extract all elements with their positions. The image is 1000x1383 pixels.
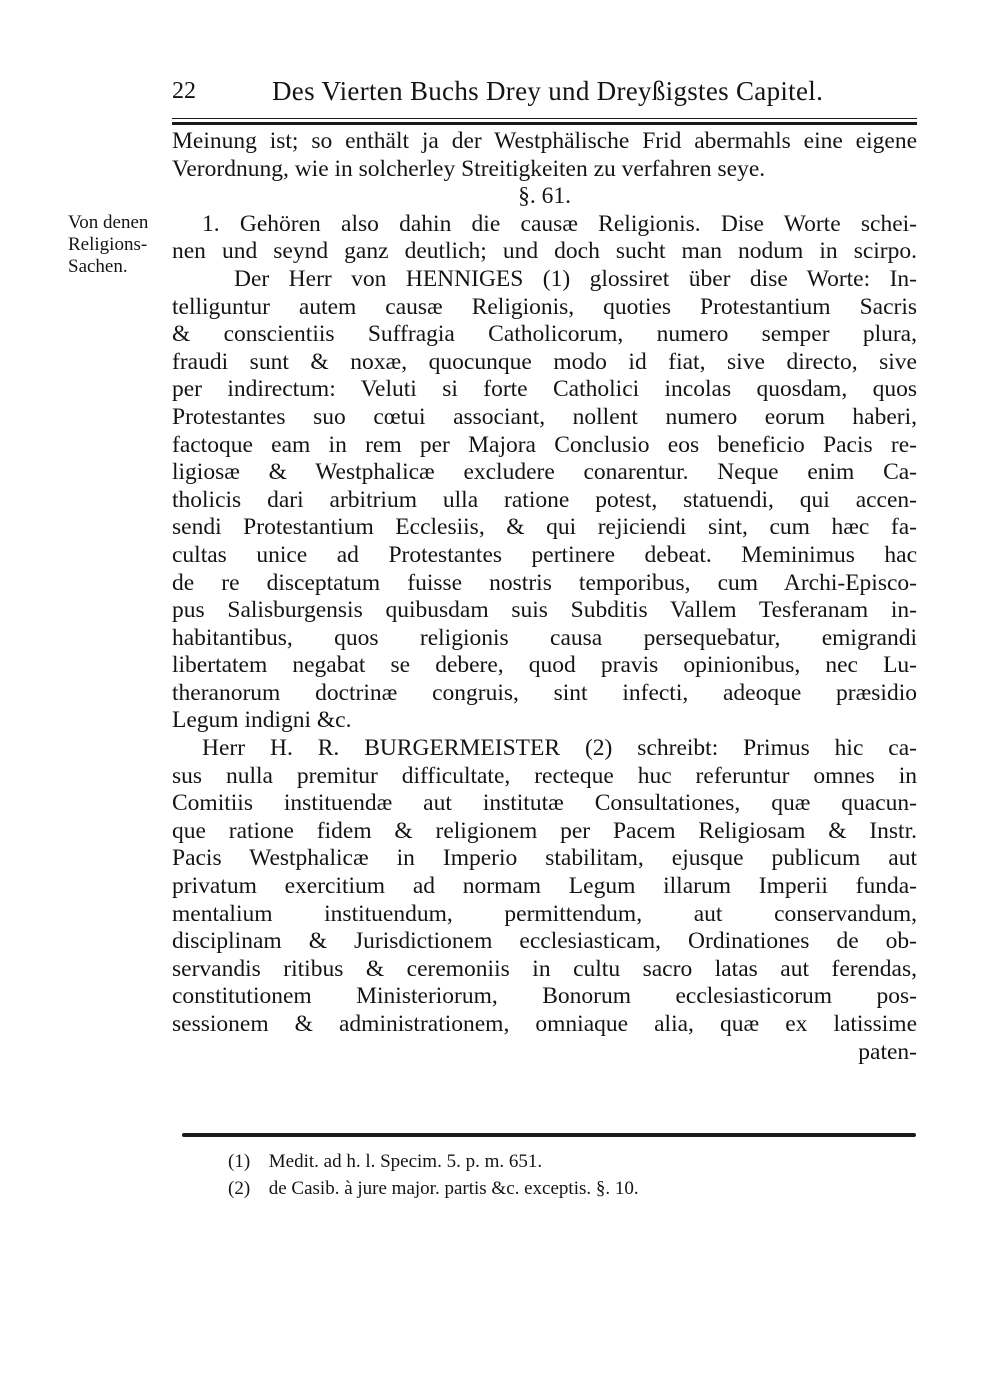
text-line: Der Herr von HENNIGES (1) glossiret über dise Worte: In- [234, 265, 917, 292]
footnote-rule [182, 1133, 916, 1137]
text-line: Comitiis instituendæ aut institutæ Consultationes, quæ quacun- [172, 790, 917, 817]
page-number: 22 [172, 78, 196, 104]
margin-note-line: Religions- [68, 234, 148, 255]
text-line: pus Salisburgensis quibusdam suis Subditis Vallem Tesferanam in- [172, 597, 917, 624]
margin-note-line: Von denen [68, 212, 149, 233]
header-rule [172, 118, 917, 119]
page-header [172, 76, 917, 116]
section-heading: §. 61. [518, 183, 571, 210]
text-line: que ratione fidem & religionem per Pacem Religiosam & Instr. [172, 817, 917, 844]
running-head: Des Vierten Buchs Drey und Dreyßigstes Capitel. [272, 76, 824, 106]
text-line: Verordnung, wie in solcherley Streitigkeiten zu verfahren seye. [172, 155, 766, 182]
footnote-text: Medit. ad h. l. Specim. 5. p. m. 651. [268, 1151, 543, 1172]
text-line: servandis ritibus & ceremoniis in cultu sacro latas aut ferendas, [172, 955, 917, 982]
text-line: Legum indigni &c. [172, 707, 352, 734]
text-line: per indirectum: Veluti si forte Catholici incolas quosdam, quos [172, 376, 917, 403]
text-line: privatum exercitium ad normam Legum illarum Imperii funda- [172, 873, 917, 900]
text-line: sendi Protestantium Ecclesiis, & qui rejiciendi sint, cum hæc fa- [172, 514, 917, 541]
footnotes [228, 1148, 828, 1202]
text-line: ligiosæ & Westphalicæ excludere conarentur. Neque enim Ca- [172, 459, 917, 486]
text-line: habitantibus, quos religionis causa persequebatur, emigrandi [172, 624, 917, 651]
text-line: sessionem & administrationem, omniaque alia, quæ ex latissime [172, 1011, 917, 1037]
header-rule-thick [172, 122, 917, 125]
text-line: mentalium instituendum, permittendum, aut conservandum, [172, 900, 917, 927]
text-line: tholicis dari arbitrium ulla ratione potest, statuendi, qui accen- [172, 486, 917, 513]
body-text [172, 128, 917, 1066]
catchword: paten- [858, 1038, 917, 1065]
text-line: telliguntur autem causæ Religionis, quoties Protestantium Sacris [172, 293, 917, 320]
text-line: Pacis Westphalicæ in Imperio stabilitam, ejusque publicum aut [172, 845, 917, 872]
text-line: fraudi sunt & noxæ, quocunque modo id fiat, sive directo, sive [172, 348, 917, 375]
text-line: nen und seynd ganz deutlich; und doch sucht man nodum in scirpo. [172, 238, 917, 265]
margin-note [68, 212, 178, 278]
text-line: Herr H. R. BURGERMEISTER (2) schreibt: Primus hic ca- [202, 735, 917, 762]
footnote-number: (2) [228, 1178, 251, 1199]
footnote-text: de Casib. à jure major. partis &c. exceptis. §. 10. [268, 1178, 639, 1199]
text-line: 1. Gehören also dahin die causæ Religionis. Dise Worte schei- [202, 210, 917, 237]
text-line: & conscientiis Suffragia Catholicorum, numero semper plura, [172, 321, 917, 348]
text-line: constitutionem Ministeriorum, Bonorum ecclesiasticorum pos- [172, 983, 917, 1010]
footnote [228, 1148, 828, 1175]
footnote [228, 1175, 828, 1202]
text-line: factoque eam in rem per Majora Conclusio eos beneficio Pacis re- [172, 431, 917, 458]
text-line: disciplinam & Jurisdictionem ecclesiasticam, Ordinationes de ob- [172, 928, 917, 955]
footnote-number: (1) [228, 1151, 251, 1172]
margin-note-line: Sachen. [68, 256, 128, 277]
text-line: de re disceptatum fuisse nostris temporibus, cum Archi-Episco- [172, 569, 917, 596]
text-line: sus nulla premitur difficultate, recteque huc referuntur omnes in [172, 762, 917, 789]
text-line: Protestantes suo cœtui associant, nollent numero eorum haberi, [172, 403, 917, 430]
text-line: Meinung ist; so enthält ja der Westphälische Frid abermahls eine eigene [172, 128, 917, 154]
text-line: theranorum doctrinæ congruis, sint infecti, adeoque præsidio [172, 679, 917, 706]
text-line: libertatem negabat se debere, quod pravis opinionibus, nec Lu- [172, 652, 917, 679]
text-line: cultas unice ad Protestantes pertinere debeat. Meminimus hac [172, 541, 917, 568]
